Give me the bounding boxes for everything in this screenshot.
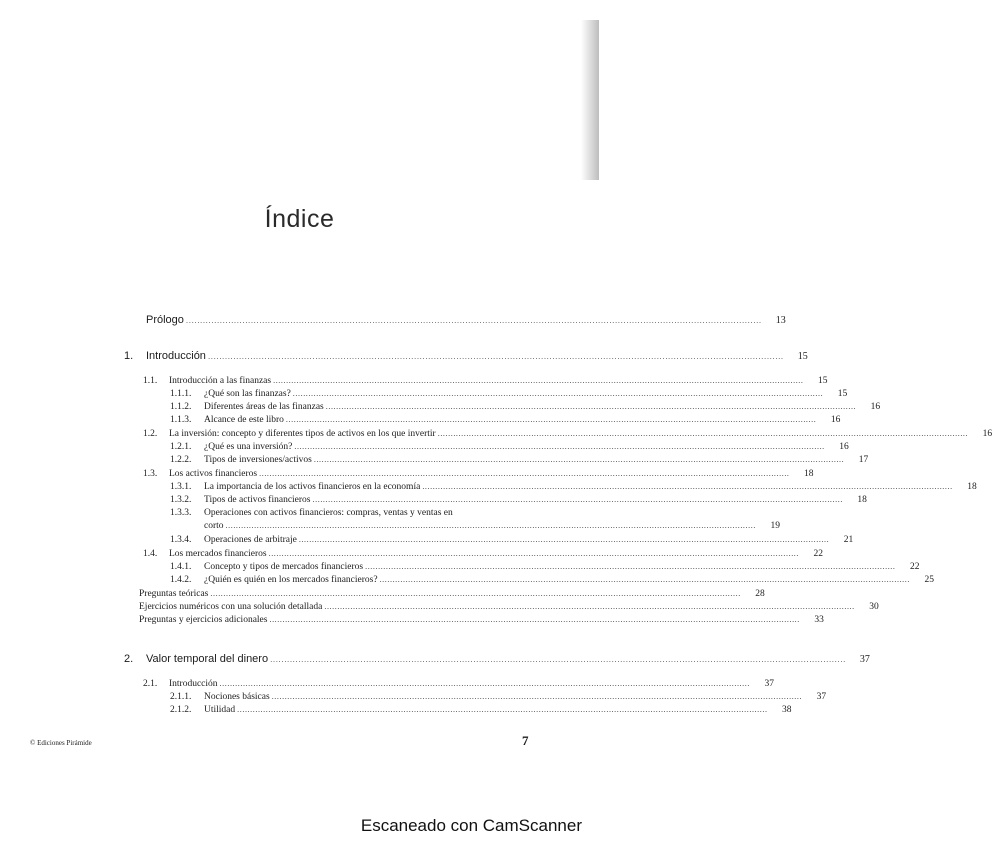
toc-entry-title: Introducción a las finanzas — [169, 376, 272, 386]
dot-leader: ............................................................................................................................................................................................................ — [185, 316, 762, 325]
toc-entry-number: 1.4. — [143, 549, 158, 559]
toc-entry-title-line1: Operaciones con activos financieros: compras, ventas y ventas en — [204, 508, 453, 518]
toc-entry — [170, 454, 869, 466]
toc-entry-title: Tipos de activos financieros — [204, 495, 311, 505]
dot-leader: ............................................................................................................................................................................................................ — [273, 376, 804, 385]
toc-entry-page: 37 — [816, 692, 827, 702]
dot-leader: ............................................................................................................................................................................................................ — [225, 521, 756, 530]
toc-entry-page: 16 — [870, 402, 881, 412]
toc-entry-number: 1.3.4. — [170, 535, 192, 545]
toc-entry-title: Preguntas y ejercicios adicionales — [139, 615, 268, 625]
toc-entry-page: 16 — [839, 442, 849, 452]
toc-entry-title: Ejercicios numéricos con una solución detallada — [139, 602, 323, 612]
toc-entry-title: ¿Qué son las finanzas? — [204, 389, 291, 399]
toc-entry — [170, 481, 977, 493]
toc-entry — [143, 548, 824, 560]
toc-entry-title: La inversión: concepto y diferentes tipos de activos en los que invertir — [169, 429, 436, 439]
toc-entry-number: 1.1.3. — [170, 415, 192, 425]
toc-entry-title: Diferentes áreas de las finanzas — [204, 402, 324, 412]
toc-entry — [143, 375, 828, 387]
toc-entry — [170, 704, 792, 716]
dot-leader: ............................................................................................................................................................................................................ — [210, 589, 741, 598]
toc-entry — [124, 652, 870, 666]
toc-entry-page: 25 — [924, 575, 934, 585]
dot-leader: ............................................................................................................................................................................................................ — [259, 469, 790, 478]
toc-entry-title: corto — [204, 521, 224, 531]
dot-leader: ............................................................................................................................................................................................................ — [269, 615, 800, 624]
dot-leader: ............................................................................................................................................................................................................ — [325, 402, 857, 411]
toc-entry-page: 30 — [869, 602, 879, 612]
toc-entry — [170, 561, 920, 573]
toc-entry — [170, 414, 841, 426]
toc-entry — [143, 428, 992, 440]
toc-entry-number: 1.1. — [143, 376, 158, 386]
toc-entry — [143, 678, 774, 690]
dot-leader: ............................................................................................................................................................................................................ — [270, 655, 846, 664]
toc-entry-number: 1.4.1. — [170, 562, 192, 572]
toc-entry-page: 28 — [755, 589, 765, 599]
toc-entry-number: 1. — [124, 350, 134, 362]
page-number: 7 — [522, 733, 529, 748]
toc-entry — [139, 614, 824, 626]
toc-entry-page: 16 — [830, 415, 841, 425]
dot-leader: ............................................................................................................................................................................................................ — [437, 429, 969, 438]
toc-entry-page: 38 — [782, 705, 792, 715]
toc-entry — [143, 468, 814, 480]
dot-leader: ............................................................................................................................................................................................................ — [298, 535, 830, 544]
toc-entry-title: Preguntas teóricas — [139, 589, 209, 599]
dot-leader: ............................................................................................................................................................................................................ — [324, 602, 855, 611]
toc-entry-page: 18 — [967, 482, 977, 492]
toc-entry-number: 1.3.1. — [170, 482, 192, 492]
toc-entry-page: 15 — [818, 376, 828, 386]
toc-entry-title: Tipos de inversiones/activos — [204, 455, 312, 465]
toc-entry — [170, 520, 780, 532]
toc-entry-number: 2. — [124, 653, 134, 665]
toc-entry-number: 1.2.1. — [170, 442, 192, 452]
toc-entry-title: Los mercados financieros — [169, 549, 267, 559]
toc-entry — [170, 401, 881, 413]
dot-leader: ............................................................................................................................................................................................................ — [292, 389, 824, 398]
toc-entry-number: 2.1.1. — [170, 692, 192, 702]
toc-entry — [170, 534, 854, 546]
dot-leader: ............................................................................................................................................................................................................ — [219, 679, 750, 688]
toc-entry-title: Operaciones de arbitraje — [204, 535, 297, 545]
toc-entry-page: 13 — [775, 315, 786, 326]
toc-entry-title: Introducción — [169, 679, 218, 689]
toc-entry-title: ¿Qué es una inversión? — [204, 442, 293, 452]
toc-entry-number: 1.2.2. — [170, 455, 192, 465]
toc-entry — [170, 441, 849, 453]
toc-entry-title: Nociones básicas — [204, 692, 270, 702]
toc-entry — [170, 388, 848, 400]
toc-entry-title: Utilidad — [204, 705, 236, 715]
dot-leader: ............................................................................................................................................................................................................ — [237, 705, 768, 714]
toc-entry-number: 1.1.2. — [170, 402, 192, 412]
toc-entry-page: 15 — [797, 351, 808, 362]
dot-leader: ............................................................................................................................................................................................................ — [294, 442, 825, 451]
toc-entry-number: 2.1. — [143, 679, 158, 689]
dot-leader: ............................................................................................................................................................................................................ — [207, 352, 784, 361]
toc-entry-page: 17 — [858, 455, 869, 465]
toc-entry-title: Los activos financieros — [169, 469, 258, 479]
toc-entry-title: Alcance de este libro — [204, 415, 284, 425]
toc-entry-title: Prólogo — [146, 314, 184, 326]
toc-entry-title: Valor temporal del dinero — [146, 653, 269, 665]
toc-entry — [170, 494, 867, 506]
toc-entry-page: 21 — [843, 535, 854, 545]
toc-entry-page: 19 — [770, 521, 780, 531]
dot-leader: ............................................................................................................................................................................................................ — [365, 562, 896, 571]
dot-leader: ............................................................................................................................................................................................................ — [422, 482, 953, 491]
page-title: Índice — [264, 205, 335, 233]
toc-entry-title: Introducción — [146, 350, 206, 362]
toc-entry — [124, 313, 786, 327]
toc-entry-title: Concepto y tipos de mercados financieros — [204, 562, 364, 572]
toc-entry — [124, 349, 808, 363]
publisher-credit: © Ediciones Pirámide — [30, 739, 92, 747]
scanner-watermark: Escaneado con CamScanner — [360, 816, 582, 835]
toc-entry — [139, 588, 765, 600]
toc-entry — [170, 691, 827, 703]
toc-entry-page: 33 — [814, 615, 824, 625]
toc-entry-page: 15 — [837, 389, 848, 399]
toc-entry-page: 18 — [804, 469, 814, 479]
toc-entry-number: 1.1.1. — [170, 389, 192, 399]
toc-entry-number: 2.1.2. — [170, 705, 192, 715]
toc-entry — [139, 601, 879, 613]
toc-entry-number: 1.3. — [143, 469, 158, 479]
toc-entry-page: 16 — [982, 429, 992, 439]
toc-entry-title: ¿Quién es quién en los mercados financieros? — [204, 575, 378, 585]
toc-entry-page: 37 — [764, 679, 774, 689]
toc-entry-number: 1.3.3. — [170, 508, 192, 518]
dot-leader: ............................................................................................................................................................................................................ — [268, 549, 800, 558]
dot-leader: ............................................................................................................................................................................................................ — [271, 692, 803, 701]
dot-leader: ............................................................................................................................................................................................................ — [379, 575, 910, 584]
toc-entry-number: 1.4.2. — [170, 575, 192, 585]
toc-entry-page: 22 — [813, 549, 824, 559]
dot-leader: ............................................................................................................................................................................................................ — [285, 415, 817, 424]
toc-entry-number: 1.3.2. — [170, 495, 192, 505]
toc-entry-page: 37 — [859, 654, 870, 665]
toc-entry-page: 22 — [910, 562, 920, 572]
toc-entry-title: La importancia de los activos financieros en la economía — [204, 482, 421, 492]
toc-entry — [170, 574, 934, 586]
toc-entry-number: 1.2. — [143, 429, 158, 439]
toc-entry-page: 18 — [857, 495, 867, 505]
dot-leader: ............................................................................................................................................................................................................ — [312, 495, 843, 504]
dot-leader: ............................................................................................................................................................................................................ — [313, 455, 845, 464]
